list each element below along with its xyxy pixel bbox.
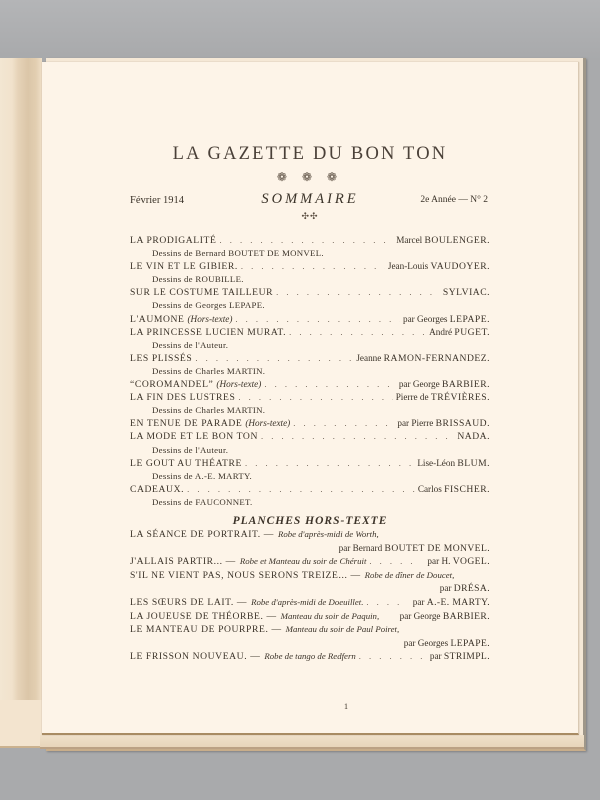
plate-line bbox=[130, 555, 490, 569]
plate-name: S'IL NE VIENT PAS, NOUS SERONS TREIZE... — bbox=[130, 569, 361, 581]
plate-artist-line bbox=[130, 637, 490, 651]
article-note: (Hors-texte) bbox=[216, 379, 262, 390]
plate-artist bbox=[400, 610, 490, 624]
leader-dots bbox=[359, 650, 424, 664]
plate-entry bbox=[130, 650, 490, 664]
plate-description: Robe d'après-midi de Worth, bbox=[277, 528, 379, 539]
star-ornament-icon: ✣✣ bbox=[301, 211, 319, 221]
artist-name: DRÉSA. bbox=[453, 583, 490, 595]
article-title-text: L'AUMONE bbox=[130, 313, 185, 325]
artist-prefix: par bbox=[439, 583, 452, 594]
author-prefix: par Pierre bbox=[397, 418, 434, 429]
author-name: TRÉVIÈRES. bbox=[430, 392, 490, 404]
plate-artist bbox=[440, 583, 490, 593]
plate-entry bbox=[130, 610, 490, 624]
article-title bbox=[130, 391, 235, 404]
drawings-credit: Dessins de FAUCONNET. bbox=[152, 496, 253, 507]
plate-line bbox=[130, 610, 490, 624]
artist-name: BOUTET DE MONVEL. bbox=[384, 542, 490, 554]
toc-entry bbox=[130, 286, 490, 299]
drawings-credit: Dessins de Charles MARTIN. bbox=[152, 405, 266, 416]
article-note: (Hors-texte) bbox=[187, 313, 233, 324]
author-name: VAUDOYER. bbox=[430, 261, 490, 273]
plate-artist bbox=[430, 650, 490, 664]
article-author bbox=[356, 352, 490, 365]
page-number: 1 bbox=[344, 702, 348, 711]
artist-name: LEPAPE. bbox=[450, 637, 490, 649]
author-prefix: Pierre de bbox=[395, 392, 429, 403]
artist-name: BARBIER. bbox=[442, 610, 490, 622]
author-prefix: Carlos bbox=[417, 483, 442, 494]
article-title bbox=[130, 286, 273, 299]
author-name: BRISSAUD. bbox=[435, 418, 490, 430]
rosette-ornament-icon: ❁ ❁ ❁ bbox=[276, 170, 344, 184]
toc-entry bbox=[130, 417, 490, 430]
drawings-credit: Dessins de A.-E. MARTY. bbox=[152, 470, 253, 481]
article-title-text: LE GOUT AU THÉATRE bbox=[130, 457, 242, 469]
leader-dots bbox=[261, 430, 454, 443]
author-prefix: par George bbox=[398, 379, 440, 390]
article-title bbox=[130, 326, 286, 339]
article-author bbox=[443, 286, 490, 299]
article-author bbox=[429, 326, 490, 339]
back-sheet-bottom bbox=[40, 735, 584, 749]
leader-dots bbox=[366, 596, 406, 610]
plate-name: LE FRISSON NOUVEAU. — bbox=[130, 651, 261, 663]
background bbox=[0, 0, 600, 60]
article-title bbox=[130, 260, 238, 273]
left-page-edge bbox=[0, 58, 42, 744]
page-content bbox=[130, 144, 490, 664]
artist-prefix: par George bbox=[399, 610, 441, 621]
plate-artist bbox=[427, 555, 490, 569]
author-prefix: Lise-Léon bbox=[417, 457, 456, 468]
author-name: PUGET. bbox=[454, 326, 490, 338]
plate-name: LA JOUEUSE DE THÉORBE. — bbox=[130, 610, 277, 622]
author-prefix: Jean-Louis bbox=[387, 261, 429, 272]
leader-dots bbox=[219, 234, 393, 247]
toc-entry bbox=[130, 260, 490, 273]
article-title bbox=[130, 378, 261, 391]
toc-entry bbox=[130, 378, 490, 391]
plate-description: Manteau du soir de Paquin, bbox=[280, 610, 380, 621]
plate-artist bbox=[413, 596, 490, 610]
author-name: FISCHER. bbox=[444, 483, 490, 495]
article-title-text: LA PRINCESSE LUCIEN MURAT. bbox=[130, 326, 287, 338]
article-title bbox=[130, 483, 184, 496]
article-author bbox=[396, 391, 490, 404]
article-author bbox=[457, 430, 490, 443]
drawings-credit: Dessins de l'Auteur. bbox=[152, 444, 229, 455]
plate-entry bbox=[130, 569, 490, 596]
article-title-text: LA FIN DES LUSTRES bbox=[130, 392, 236, 404]
article-author bbox=[418, 483, 490, 496]
artist-name: A.-E. MARTY. bbox=[426, 596, 490, 608]
article-author bbox=[399, 378, 490, 391]
drawings-credit: Dessins de Bernard BOUTET DE MONVEL. bbox=[152, 248, 324, 259]
toc-entry bbox=[130, 457, 490, 470]
leader-dots bbox=[289, 326, 426, 339]
article-note: (Hors-texte) bbox=[245, 418, 291, 429]
plate-line bbox=[130, 569, 490, 583]
artist-prefix: par Bernard bbox=[338, 542, 383, 553]
leader-dots bbox=[241, 260, 385, 273]
plate-name: LES SŒURS DE LAIT. — bbox=[130, 596, 248, 608]
toc-entry bbox=[130, 352, 490, 365]
article-author bbox=[388, 260, 490, 273]
header-row bbox=[130, 191, 490, 211]
toc-entry bbox=[130, 326, 490, 339]
leader-dots bbox=[195, 352, 353, 365]
leader-dots bbox=[187, 483, 415, 496]
drawings-credit: Dessins de l'Auteur. bbox=[152, 339, 229, 350]
artist-prefix: par H. bbox=[427, 556, 451, 567]
plate-entry bbox=[130, 596, 490, 610]
magazine-page bbox=[42, 62, 579, 735]
article-title bbox=[130, 457, 242, 470]
toc-entry bbox=[130, 313, 490, 326]
plate-description: Robe et Manteau du soir de Chéruit bbox=[239, 556, 367, 567]
leader-dots bbox=[293, 417, 394, 430]
author-prefix: André bbox=[429, 326, 453, 337]
article-title-text: LES PLISSÉS bbox=[130, 352, 193, 364]
plate-description: Robe d'après-midi de Doeuillet. bbox=[251, 596, 364, 607]
plate-artist bbox=[339, 543, 490, 553]
article-title-text: CADEAUX. bbox=[130, 483, 185, 495]
drawings-credit: Dessins de Georges LEPAPE. bbox=[152, 300, 265, 311]
plates-heading: PLANCHES HORS-TEXTE bbox=[232, 514, 388, 527]
author-name: BOULENGER. bbox=[424, 235, 490, 246]
author-name: RAMON-FERNANDEZ. bbox=[383, 352, 490, 364]
plates-list bbox=[130, 528, 490, 664]
leader-dots bbox=[245, 457, 414, 470]
article-title bbox=[130, 430, 258, 443]
magazine-title: LA GAZETTE DU BON TON bbox=[172, 144, 448, 164]
plate-description: Manteau du soir de Paul Poiret, bbox=[285, 624, 400, 635]
toc-entry bbox=[130, 391, 490, 404]
toc-entry bbox=[130, 483, 490, 496]
author-prefix: par Georges bbox=[403, 313, 448, 324]
issue-number: 2e Année — N° 2 bbox=[420, 195, 488, 205]
drawings-credit: Dessins de ROUBILLE. bbox=[152, 274, 244, 285]
article-author bbox=[397, 417, 490, 430]
plate-entry bbox=[130, 623, 490, 650]
author-name: NADA. bbox=[457, 431, 490, 443]
plate-line bbox=[130, 596, 490, 610]
artist-prefix: par Georges bbox=[403, 637, 449, 648]
plate-artist-line bbox=[130, 542, 490, 556]
author-name: SYLVIAC. bbox=[442, 287, 490, 299]
plate-line bbox=[130, 650, 490, 664]
plate-entry bbox=[130, 528, 490, 555]
section-heading: SOMMAIRE bbox=[261, 191, 359, 207]
plate-name: LE MANTEAU DE POURPRE. — bbox=[130, 624, 282, 636]
artist-prefix: par bbox=[412, 596, 425, 607]
table-of-contents bbox=[130, 234, 490, 509]
plate-name: LA SÉANCE DE PORTRAIT. — bbox=[130, 528, 274, 540]
toc-entry bbox=[130, 234, 490, 247]
article-title-text: “COROMANDEL” bbox=[130, 379, 214, 391]
article-title bbox=[130, 234, 216, 247]
article-author bbox=[403, 313, 490, 326]
drawings-credit: Dessins de Charles MARTIN. bbox=[152, 365, 266, 376]
article-title bbox=[130, 313, 232, 326]
plate-entry bbox=[130, 555, 490, 569]
leader-dots bbox=[264, 378, 395, 391]
artist-name: STRIMPL. bbox=[443, 651, 490, 663]
author-name: BLUM. bbox=[457, 457, 490, 469]
plate-line bbox=[130, 528, 490, 542]
plate-artist-line bbox=[130, 582, 490, 596]
artist-prefix: par bbox=[429, 651, 442, 662]
leader-dots bbox=[276, 286, 440, 299]
author-name: BARBIER. bbox=[442, 379, 490, 391]
article-author bbox=[396, 234, 490, 247]
leader-dots bbox=[369, 555, 421, 569]
article-author bbox=[417, 457, 490, 470]
plate-description: Robe de dîner de Doucet, bbox=[364, 569, 455, 580]
leader-dots bbox=[238, 391, 392, 404]
plate-line bbox=[130, 623, 490, 637]
author-prefix: Marcel bbox=[396, 235, 423, 245]
leader-dots bbox=[235, 313, 400, 326]
artist-name: VOGEL. bbox=[452, 556, 490, 568]
issue-date: Février 1914 bbox=[130, 195, 184, 206]
article-title bbox=[130, 352, 192, 365]
author-prefix: Jeanne bbox=[356, 352, 382, 363]
article-title-text: LA MODE ET LE BON TON bbox=[130, 431, 258, 443]
article-title-text: LA PRODIGALITÉ bbox=[130, 235, 217, 246]
author-name: LEPAPE. bbox=[449, 313, 490, 325]
plate-name: J'ALLAIS PARTIR... — bbox=[130, 556, 236, 568]
article-title bbox=[130, 417, 290, 430]
article-title-text: SUR LE COSTUME TAILLEUR bbox=[130, 287, 274, 299]
plate-artist bbox=[404, 638, 490, 648]
toc-entry bbox=[130, 430, 490, 443]
plate-description: Robe de tango de Redfern bbox=[264, 651, 356, 662]
article-title-text: EN TENUE DE PARADE bbox=[130, 418, 243, 430]
article-title-text: LE VIN ET LE GIBIER. bbox=[130, 261, 238, 273]
